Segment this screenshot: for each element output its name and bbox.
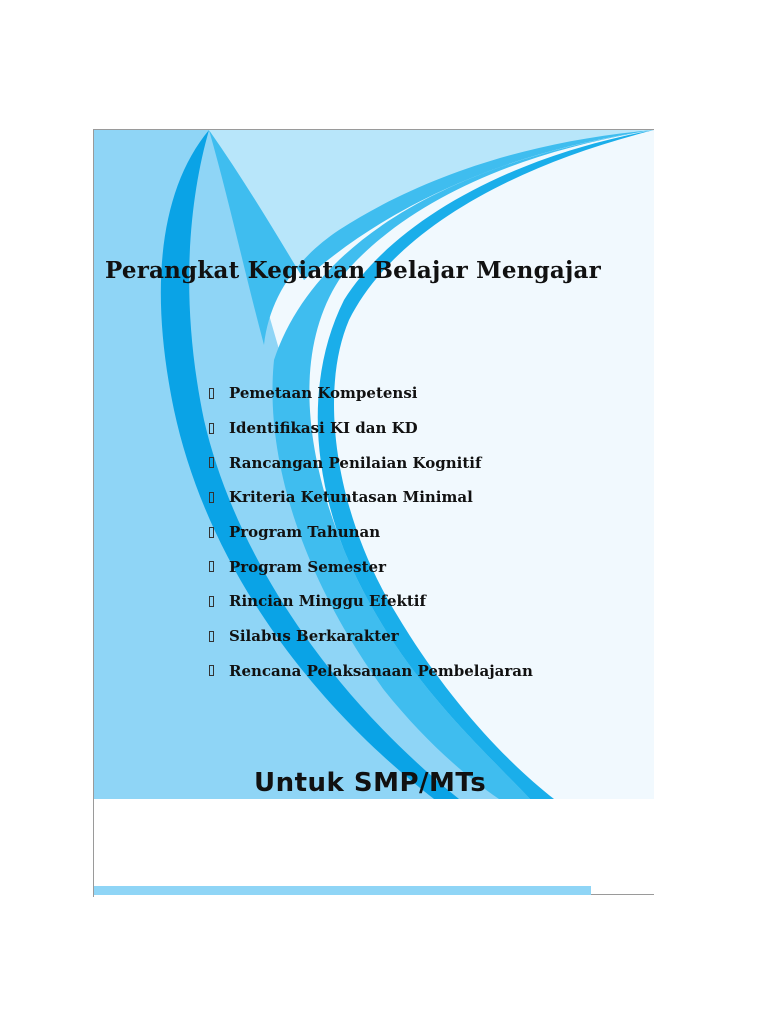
bullet-box-icon	[209, 527, 214, 538]
bullet-box-icon	[209, 388, 214, 399]
bullet-box-icon	[209, 423, 214, 434]
list-item	[209, 445, 533, 480]
list-item-label: Program Tahunan	[229, 523, 381, 542]
list-item-label: Rencana Pelaksanaan Pembelajaran	[229, 661, 533, 680]
list-item	[209, 515, 533, 550]
list-item-label: Kriteria Ketuntasan Minimal	[229, 488, 473, 507]
list-item-label: Silabus Berkarakter	[229, 627, 399, 646]
list-item	[209, 376, 533, 411]
list-item-label: Pemetaan Kompetensi	[229, 384, 418, 403]
footer-rule	[591, 894, 654, 895]
document-subtitle: Untuk SMP/MTs	[254, 768, 487, 798]
content-list	[209, 376, 533, 688]
list-item-label: Program Semester	[229, 557, 387, 576]
list-item	[209, 480, 533, 515]
bullet-box-icon	[209, 596, 214, 607]
document-title: Perangkat Kegiatan Belajar Mengajar	[105, 257, 601, 284]
bullet-box-icon	[209, 492, 214, 503]
cover-page	[93, 129, 654, 897]
list-item-label: Identifikasi KI dan KD	[229, 419, 418, 438]
list-item	[209, 584, 533, 619]
list-item-label: Rincian Minggu Efektif	[229, 592, 426, 611]
bullet-box-icon	[209, 665, 214, 676]
list-item	[209, 411, 533, 446]
list-item	[209, 549, 533, 584]
list-item	[209, 654, 533, 689]
list-item	[209, 619, 533, 654]
footer-accent-bar	[94, 886, 591, 895]
bullet-box-icon	[209, 561, 214, 572]
list-item-label: Rancangan Penilaian Kognitif	[229, 453, 482, 472]
footer-band	[94, 799, 654, 897]
bullet-box-icon	[209, 631, 214, 642]
bullet-box-icon	[209, 457, 214, 468]
